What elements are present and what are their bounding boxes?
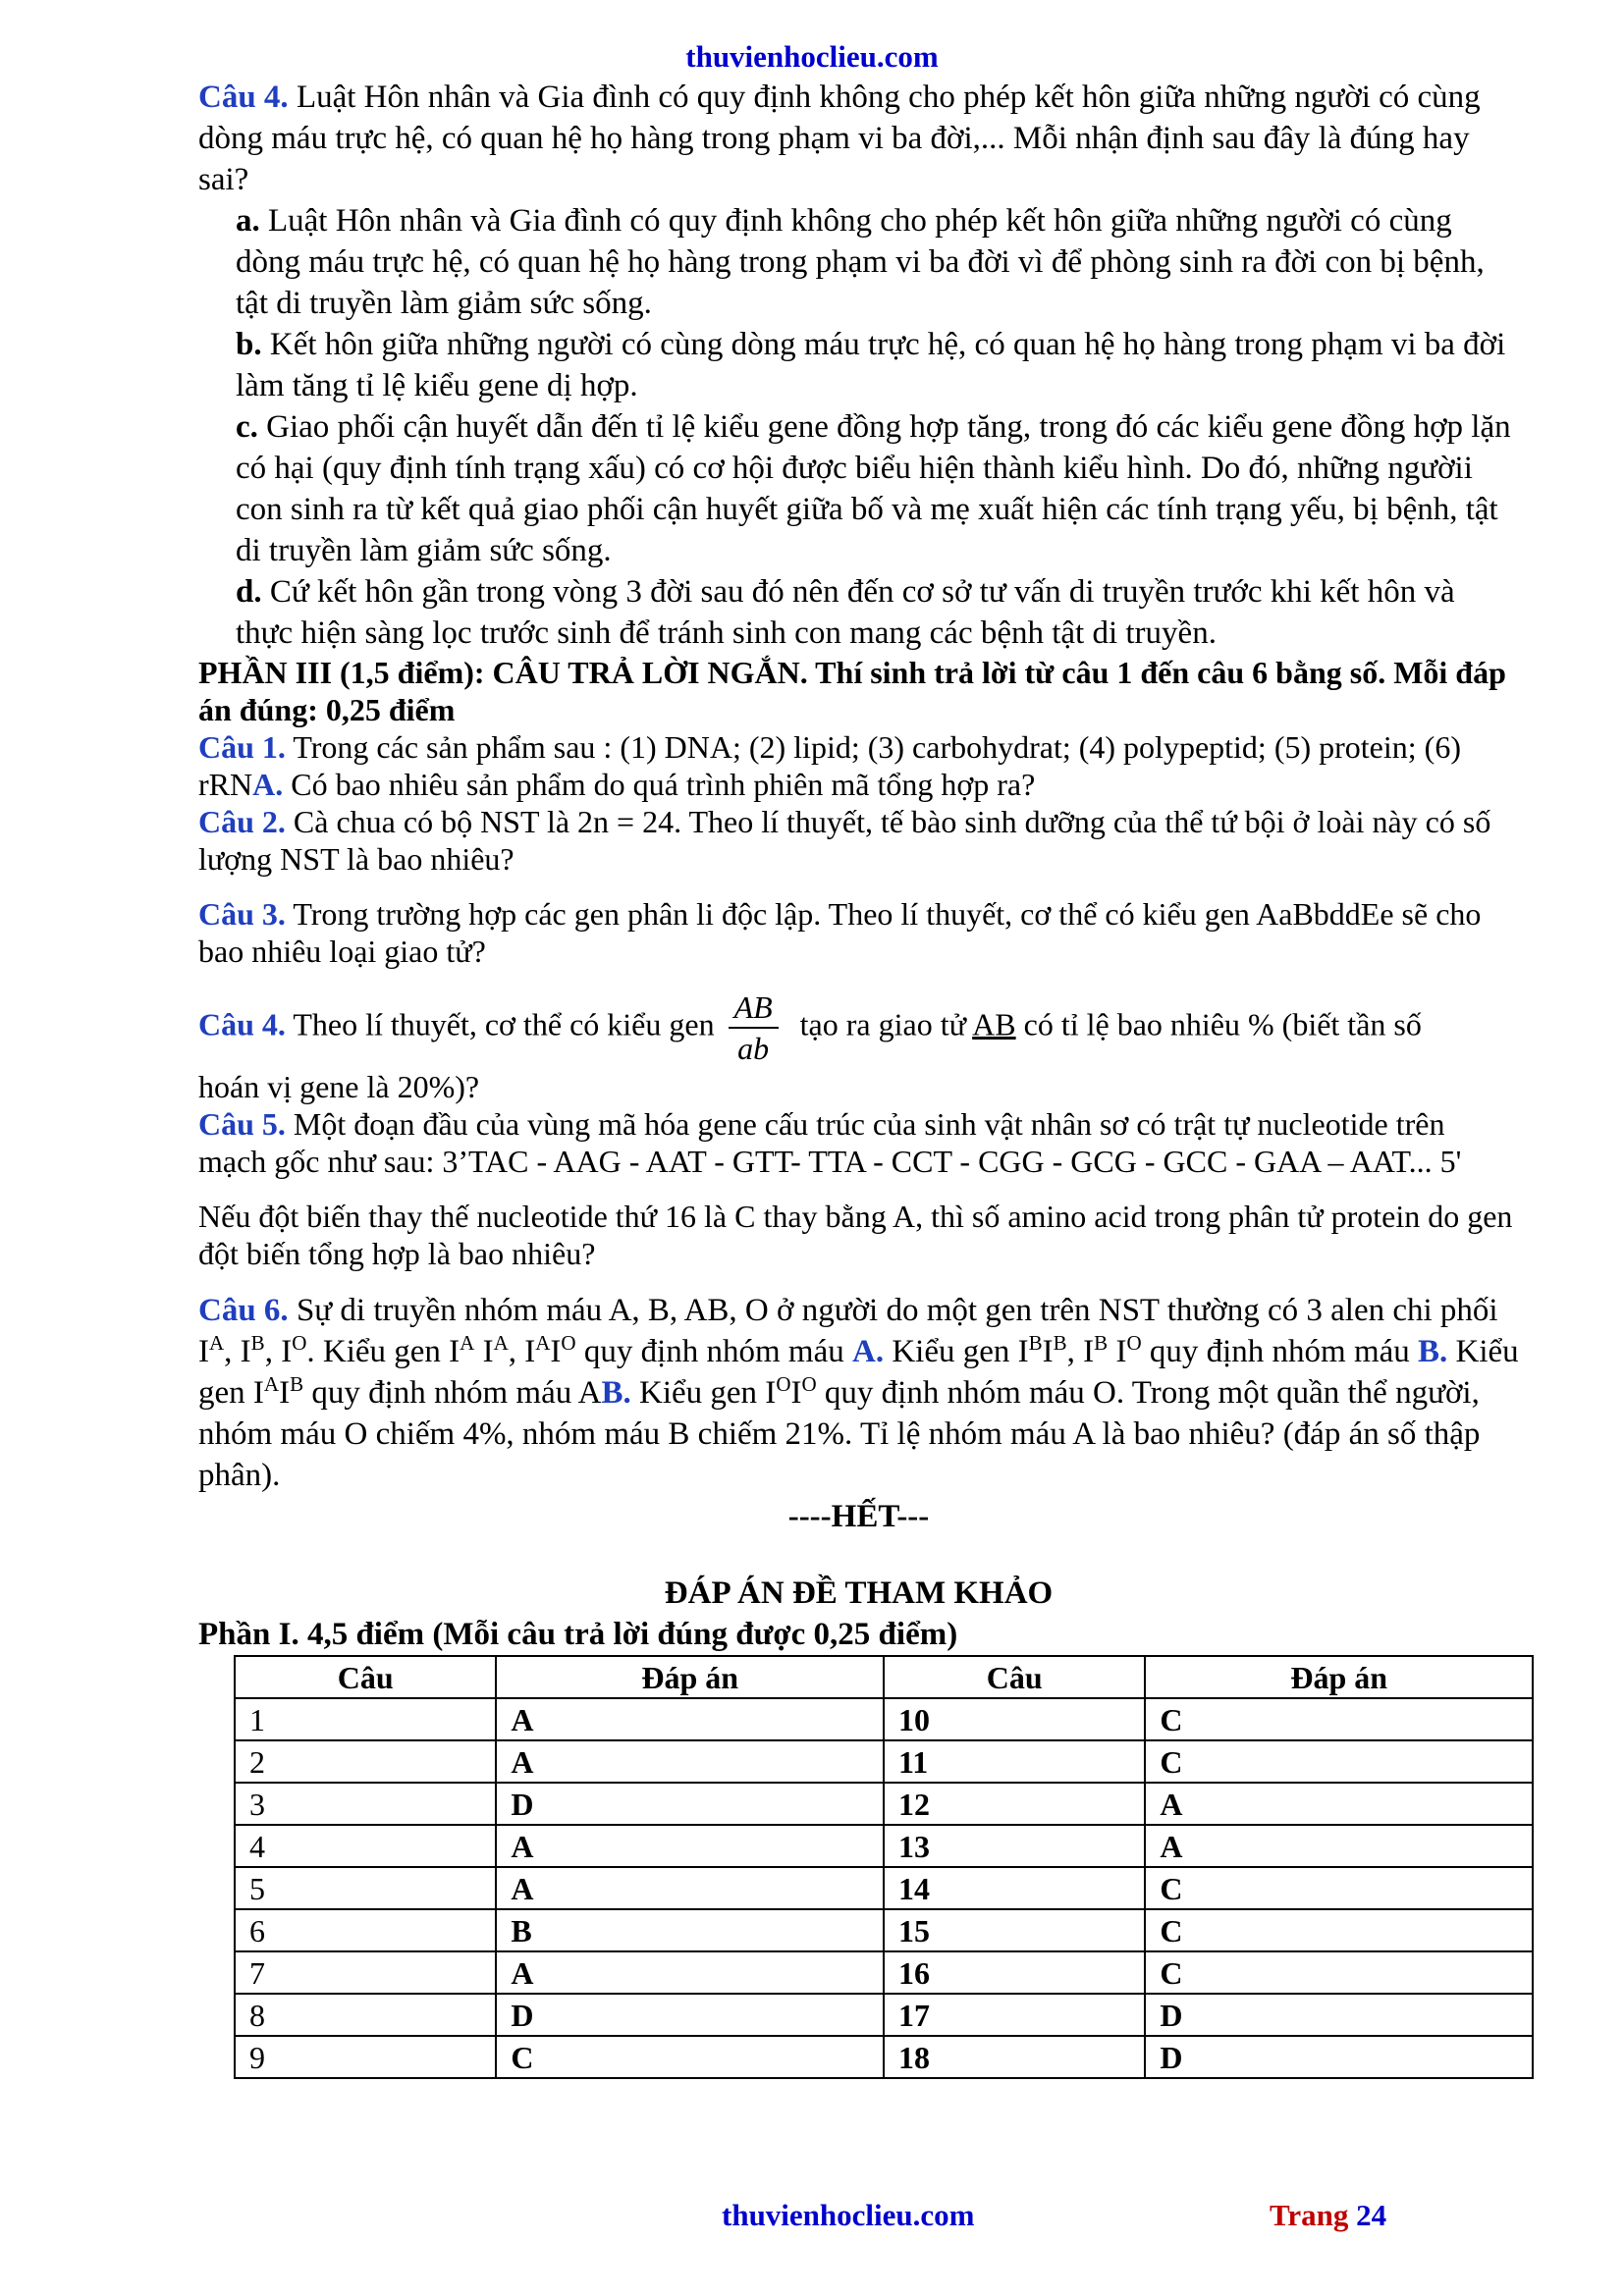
q6-text: . Kiểu gen I: [306, 1334, 460, 1369]
allele-sup: A: [209, 1331, 225, 1355]
allele-sup: A: [263, 1372, 280, 1396]
cell-answer: C: [1145, 1740, 1533, 1783]
table-row: [235, 1740, 1533, 1783]
q6-text: I: [1042, 1334, 1054, 1369]
question-text: tạo ra giao tử: [799, 1006, 966, 1042]
question-text: Theo lí thuyết, cơ thể có kiểu gen: [293, 1006, 715, 1042]
question-text: Có bao nhiêu sản phẩm do quá trình phiên mã tổng hợp ra?: [283, 767, 1036, 802]
cell-question: 7: [235, 1951, 496, 1994]
fraction-numerator: AB: [729, 988, 779, 1029]
q6-text: quy định nhóm máu A: [303, 1375, 602, 1411]
fraction-denominator: ab: [737, 1031, 770, 1066]
question-text: Trong các sản phẩm sau : (1) DNA; (2) lipid; (3) carbohydrat; (4) polypeptid; (5) protein; (6) rRN: [198, 729, 1461, 802]
part3-question-3: [198, 895, 1519, 970]
part3-title: PHẦN III (1,5 điểm): CÂU TRẢ LỜI NGẮN. Thí sinh trả lời từ câu 1 đến câu 6 bằng số. Mỗi đáp án đúng: 0,25 điểm: [198, 655, 1506, 727]
part3-question-4-cont: hoán vị gene là 20%)?: [198, 1069, 480, 1104]
allele-sup: O: [561, 1331, 576, 1355]
cell-question: 11: [884, 1740, 1145, 1783]
genotype-fraction: [729, 988, 779, 1068]
end-marker: ----HẾT---: [787, 1499, 930, 1534]
option-label: d.: [236, 574, 262, 610]
allele-sup: O: [776, 1372, 791, 1396]
table-row: [235, 1994, 1533, 2036]
question-4-intro: [198, 77, 1519, 200]
allele-sup: O: [1126, 1331, 1142, 1355]
page-label: Trang: [1270, 2198, 1349, 2232]
option-text: Giao phối cận huyết dẫn đến tỉ lệ kiểu gene đồng hợp tăng, trong đó các kiểu gene đồng hợp lặn có hại (quy định tính trạng xấu) có cơ hội được biểu hiện thành kiểu hình. Do đó, những ngườii con sinh ra từ kết quả giao phối cận huyết giữa bố và mẹ xuất hiện các tính trạng yếu, bị bệnh, tật di truyền làm giảm sức sống.: [236, 409, 1511, 568]
q6-text: Sự di truyền nhóm máu A, B, AB, O ở người do một gen trên NST thường có 3 alen chi phối I: [198, 1293, 1498, 1369]
question-text: Cà chua có bộ NST là 2n = 24. Theo lí thuyết, tế bào sinh dưỡng của thể tứ bội ở loài này có số lượng NST là bao nhiêu?: [198, 804, 1491, 877]
option-label: c.: [236, 409, 258, 445]
q6-text: I: [790, 1375, 802, 1411]
part3-question-5-cont: Nếu đột biến thay thế nucleotide thứ 16 là C thay bằng A, thì số amino acid trong phân tử protein do gen đột biến tổng hợp là bao nhiêu?: [198, 1199, 1513, 1271]
option-a: [198, 200, 1519, 324]
cell-question: 5: [235, 1867, 496, 1909]
allele-sup: O: [801, 1372, 817, 1396]
cell-answer: B: [496, 1909, 884, 1951]
table-header-row: [235, 1656, 1533, 1698]
question-label: Câu 4.: [198, 1006, 286, 1042]
option-label: b.: [236, 327, 262, 362]
answer-table: [234, 1655, 1534, 2079]
question-text: có tỉ lệ bao nhiêu % (biết tần số: [1023, 1006, 1422, 1042]
cell-answer: A: [496, 1867, 884, 1909]
question-text: Trong trường hợp các gen phân li độc lập. Theo lí thuyết, cơ thể có kiểu gen AaBbddEe sẽ cho bao nhiêu loại giao tử?: [198, 896, 1482, 969]
cell-answer: D: [496, 1994, 884, 2036]
question-text-highlight: A.: [252, 767, 284, 802]
cell-answer: C: [1145, 1698, 1533, 1740]
question-label: Câu 4.: [198, 80, 289, 115]
part3-question-1: [198, 728, 1519, 803]
allele-sup: B: [250, 1331, 265, 1355]
question-label: Câu 3.: [198, 896, 286, 932]
cell-answer: A: [496, 1825, 884, 1867]
cell-question: 14: [884, 1867, 1145, 1909]
option-b: [198, 324, 1519, 406]
footer-site-name[interactable]: thuvienhoclieu.com: [722, 2198, 975, 2232]
part3-question-5: [198, 1105, 1519, 1180]
cell-answer: C: [1145, 1951, 1533, 1994]
cell-question: 16: [884, 1951, 1145, 1994]
allele-sup: B: [1053, 1331, 1067, 1355]
table-row: [235, 1867, 1533, 1909]
cell-question: 1: [235, 1698, 496, 1740]
page-content: [198, 77, 1519, 2079]
page-number: 24: [1356, 2198, 1387, 2232]
q6-text: I: [279, 1375, 291, 1411]
question-label: Câu 6.: [198, 1293, 289, 1328]
cell-answer: A: [1145, 1783, 1533, 1825]
header-site-name[interactable]: thuvienhoclieu.com: [685, 39, 939, 74]
option-text: Cứ kết hôn gần trong vòng 3 đời sau đó nên đến cơ sở tư vấn di truyền trước khi kết hôn và thực hiện sàng lọc trước sinh để tránh sinh con mang các bệnh tật di truyền.: [236, 574, 1455, 651]
cell-answer: A: [496, 1951, 884, 1994]
q6-text: I: [1108, 1334, 1127, 1369]
question-label: Câu 1.: [198, 729, 286, 765]
cell-answer: A: [1145, 1825, 1533, 1867]
cell-question: 12: [884, 1783, 1145, 1825]
cell-question: 18: [884, 2036, 1145, 2078]
cell-answer: D: [1145, 1994, 1533, 2036]
cell-answer: C: [1145, 1909, 1533, 1951]
cell-question: 3: [235, 1783, 496, 1825]
cell-question: 2: [235, 1740, 496, 1783]
q6-text: I: [474, 1334, 494, 1369]
part3-question-6: [198, 1290, 1519, 1496]
table-row: [235, 1783, 1533, 1825]
cell-question: 8: [235, 1994, 496, 2036]
cell-answer: C: [496, 2036, 884, 2078]
question-label: Câu 2.: [198, 804, 286, 839]
table-row: [235, 1825, 1533, 1867]
cell-answer: A: [496, 1698, 884, 1740]
q6-text: quy định nhóm máu: [575, 1334, 852, 1369]
cell-question: 10: [884, 1698, 1145, 1740]
allele-sup: A: [460, 1331, 475, 1355]
q6-text: , I: [264, 1334, 293, 1369]
part3-question-4: [198, 988, 1519, 1068]
blood-type-ab: B.: [601, 1375, 631, 1411]
cell-answer: C: [1145, 1867, 1533, 1909]
q6-text: quy định nhóm máu: [1141, 1334, 1419, 1369]
question-text: Một đoạn đầu của vùng mã hóa gene cấu trúc của sinh vật nhân sơ có trật tự nucleotide trên mạch gốc như sau: 3’TAC - AAG - AAT - GTT- TTA - CCT - CGG - GCG - GCC - GAA – AAT... 5': [198, 1106, 1462, 1179]
q6-text: I: [550, 1334, 562, 1369]
cell-question: 17: [884, 1994, 1145, 2036]
option-label: a.: [236, 203, 260, 239]
answer-key-title: ĐÁP ÁN ĐỀ THAM KHẢO: [664, 1575, 1054, 1611]
cell-question: 6: [235, 1909, 496, 1951]
cell-question: 4: [235, 1825, 496, 1867]
q6-text: Kiểu gen I: [198, 1334, 1519, 1411]
gamete-label: AB: [972, 1006, 1016, 1042]
q6-text: , I: [508, 1334, 536, 1369]
cell-question: 9: [235, 2036, 496, 2078]
allele-sup: A: [535, 1331, 551, 1355]
column-header: Đáp án: [1145, 1656, 1533, 1698]
question-label: Câu 5.: [198, 1106, 286, 1142]
cell-answer: D: [496, 1783, 884, 1825]
column-header: Câu: [235, 1656, 496, 1698]
table-row: [235, 1951, 1533, 1994]
q6-text: quy định nhóm máu O. Trong một quần thể người, nhóm máu O chiếm 4%, nhóm máu B chiếm 21%. Tỉ lệ nhóm máu A là bao nhiêu? (đáp án số thập phân).: [198, 1375, 1481, 1493]
column-header: Câu: [884, 1656, 1145, 1698]
blood-type-b: B.: [1418, 1334, 1448, 1369]
allele-sup: B: [290, 1372, 304, 1396]
table-row: [235, 1698, 1533, 1740]
table-row: [235, 2036, 1533, 2078]
table-row: [235, 1909, 1533, 1951]
allele-sup: A: [493, 1331, 509, 1355]
allele-sup: B: [1094, 1331, 1109, 1355]
footer-page-number: [1270, 2198, 1386, 2233]
option-d: [198, 571, 1519, 654]
cell-answer: D: [1145, 2036, 1533, 2078]
option-text: Kết hôn giữa những người có cùng dòng máu trực hệ, có quan hệ họ hàng trong phạm vi ba đời làm tăng tỉ lệ kiểu gene dị hợp.: [236, 327, 1506, 403]
q6-text: , I: [224, 1334, 251, 1369]
question-text: Luật Hôn nhân và Gia đình có quy định không cho phép kết hôn giữa những người có cùng dòng máu trực hệ, có quan hệ họ hàng trong phạm vi ba đời,... Mỗi nhận định sau đây là đúng hay sai?: [198, 80, 1481, 197]
cell-question: 15: [884, 1909, 1145, 1951]
cell-question: 13: [884, 1825, 1145, 1867]
q6-text: Kiểu gen I: [630, 1375, 777, 1411]
part3-question-2: [198, 803, 1519, 878]
q6-text: Kiểu gen I: [884, 1334, 1029, 1369]
blood-type-a: A.: [852, 1334, 885, 1369]
column-header: Đáp án: [496, 1656, 884, 1698]
cell-answer: A: [496, 1740, 884, 1783]
allele-sup: O: [292, 1331, 307, 1355]
answer-part1-title: Phần I. 4,5 điểm (Mỗi câu trả lời đúng được 0,25 điểm): [198, 1617, 958, 1652]
option-text: Luật Hôn nhân và Gia đình có quy định không cho phép kết hôn giữa những người có cùng dòng máu trực hệ, có quan hệ họ hàng trong phạm vi ba đời vì để phòng sinh ra đời con bị bệnh, tật di truyền làm giảm sức sống.: [236, 203, 1485, 321]
q6-text: , I: [1066, 1334, 1095, 1369]
allele-sup: B: [1028, 1331, 1043, 1355]
option-c: [198, 406, 1519, 571]
